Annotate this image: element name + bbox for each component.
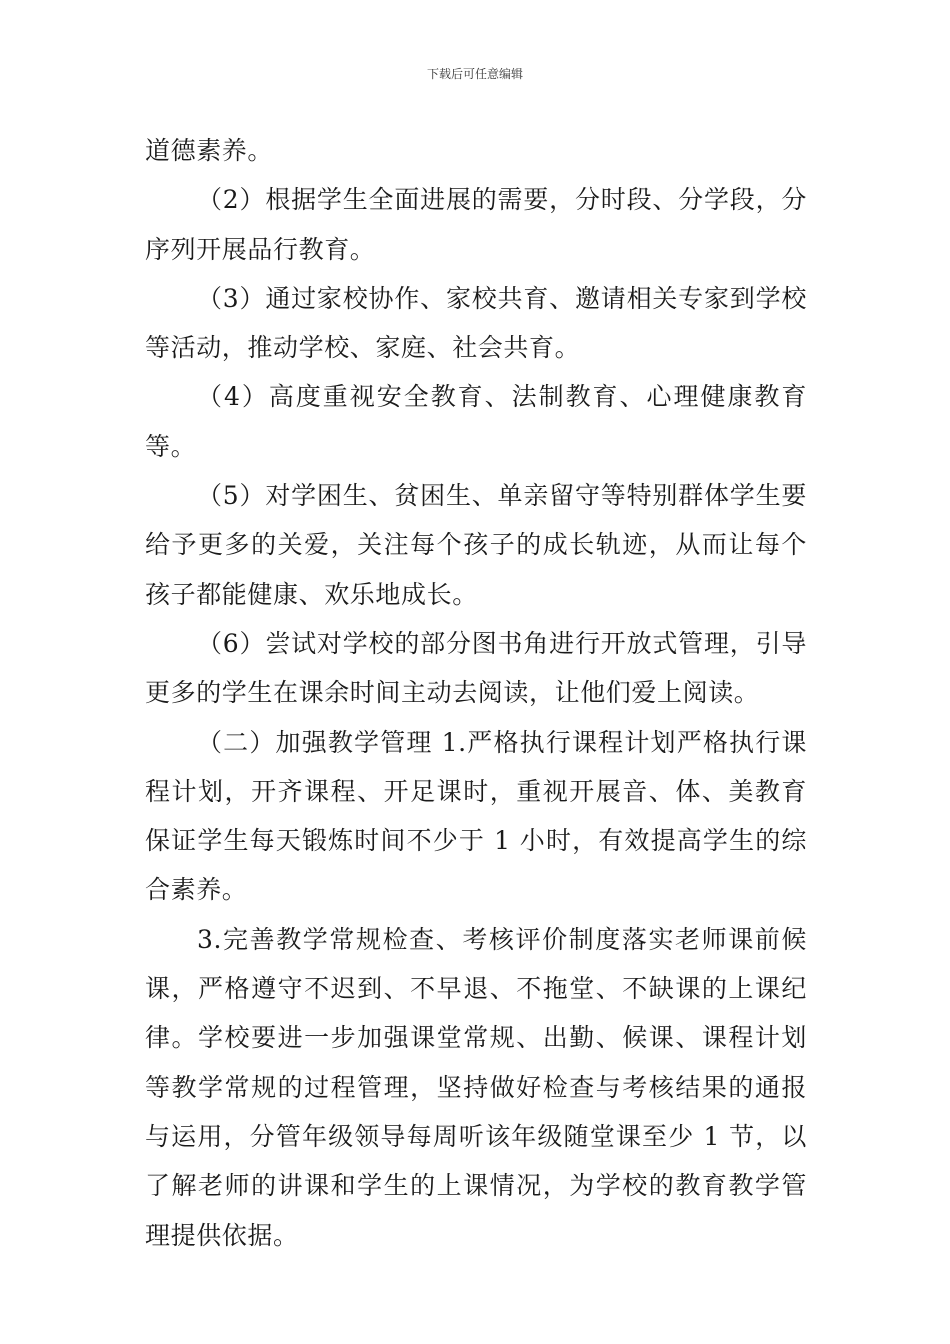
paragraph-teaching-management: （二）加强教学管理 1.严格执行课程计划严格执行课程计划，开齐课程、开足课时，重视开展音、体、美教育保证学生每天锻炼时间不少于 1 小时，有效提高学生的综合素养。 xyxy=(145,727,807,905)
paragraph-item-4: （4）高度重视安全教育、法制教育、心理健康教育等。 xyxy=(145,382,807,461)
paragraph-item-5: （5）对学困生、贫困生、单亲留守等特别群体学生要给予更多的关爱，关注每个孩子的成长轨迹，从而让每个孩子都能健康、欢乐地成长。 xyxy=(145,481,807,609)
paragraph-item-3: （3）通过家校协作、家校共育、邀请相关专家到学校等活动，推动学校、家庭、社会共育。 xyxy=(145,283,807,363)
paragraph-item-2: （2）根据学生全面进展的需要，分时段、分学段，分序列开展品行教育。 xyxy=(145,185,807,264)
document-body xyxy=(145,126,807,1260)
paragraph-continuation: 道德素养。 xyxy=(145,136,274,165)
paragraph-item-6: （6）尝试对学校的部分图书角进行开放式管理，引导更多的学生在课余时间主动去阅读，让他们爱上阅读。 xyxy=(145,628,807,708)
paragraph-teaching-routine: 3.完善教学常规检查、考核评价制度落实老师课前候课，严格遵守不迟到、不早退、不拖堂、不缺课的上课纪律。学校要进一步加强课堂常规、出勤、候课、课程计划等教学常规的过程管理，坚持做好检查与考核结果的通报与运用，分管年级领导每周听该年级随堂课至少 1 节，以了解老师的讲课和学生的上课情况，为学校的教育教学管理提供依据。 xyxy=(145,924,807,1250)
page-header-note: 下载后可任意编辑 xyxy=(426,67,523,81)
